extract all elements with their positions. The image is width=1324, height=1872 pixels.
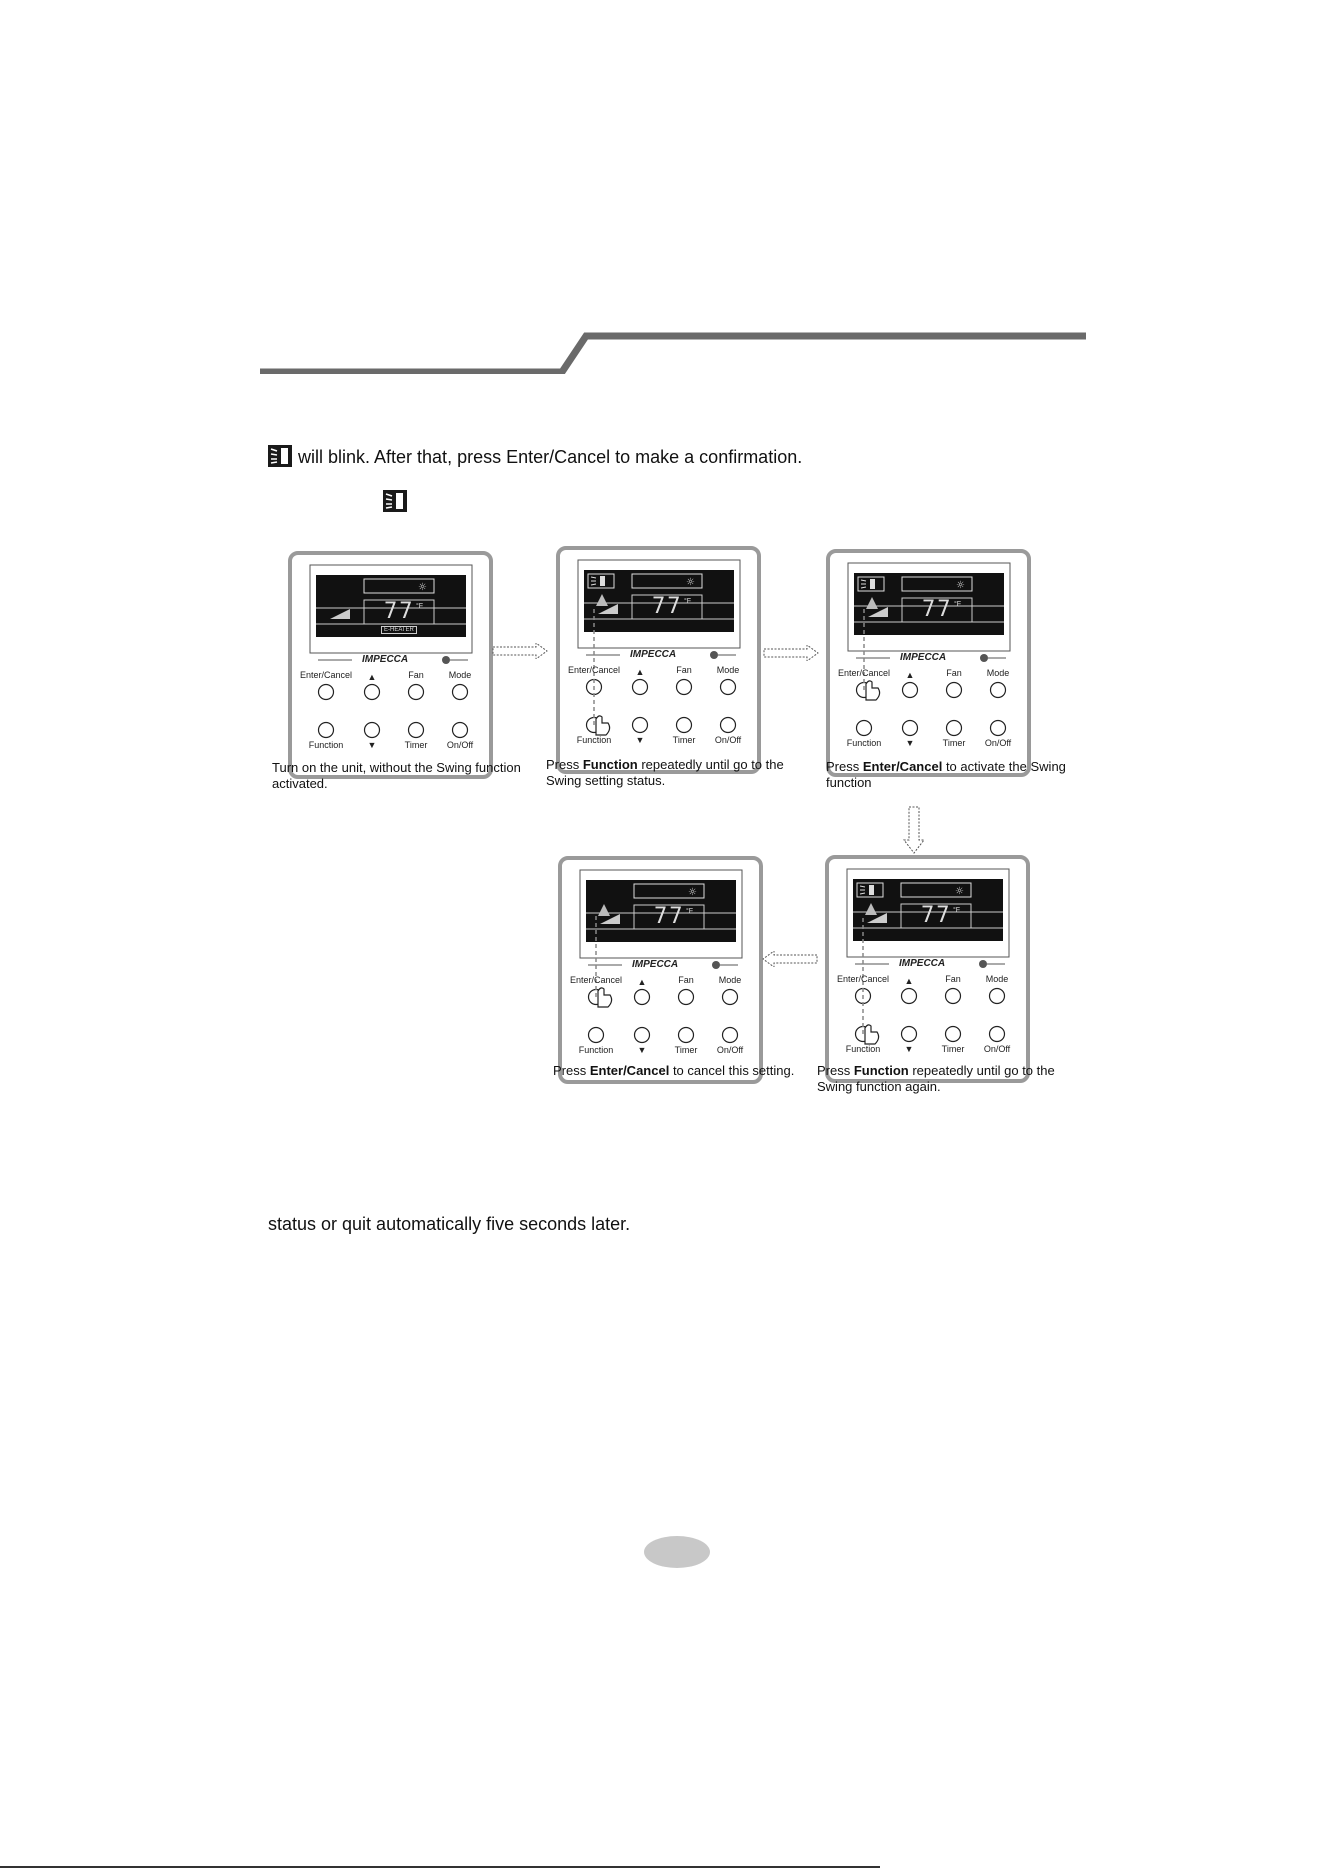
timer-button[interactable]: Timer [942,738,966,748]
mode-button[interactable]: Mode [718,975,742,985]
fan-button[interactable]: Fan [408,670,424,680]
timer-button[interactable]: Timer [674,1045,698,1055]
up-button[interactable]: ▲ [635,667,645,677]
fan-button[interactable]: Fan [678,975,694,985]
temperature-readout: 77 [922,597,953,622]
footer-rule [0,1866,880,1868]
arrow-right [492,643,548,659]
step-caption: Press Enter/Cancel to activate the Swing function [826,759,1066,790]
function-button[interactable]: Function [576,735,612,745]
enter-cancel-button[interactable]: Enter/Cancel [837,668,891,678]
temperature-readout: 77 [384,599,415,624]
up-button[interactable]: ▲ [904,976,914,986]
intro-line [268,445,802,468]
down-button[interactable]: ▼ [637,1045,647,1055]
function-button[interactable]: Function [578,1045,614,1055]
down-button[interactable]: ▼ [905,738,915,748]
brand-logo: IMPECCA [632,959,679,970]
swing-icon [268,445,292,467]
svg-text:☼: ☼ [688,887,697,898]
brand-logo: IMPECCA [630,649,677,660]
brand-logo: IMPECCA [362,654,409,665]
temperature-unit: °F [416,603,424,610]
temperature-unit: °F [953,907,961,914]
enter-cancel-button[interactable]: Enter/Cancel [567,665,621,675]
up-button[interactable]: ▲ [367,672,377,682]
enter-cancel-button[interactable]: Enter/Cancel [299,670,353,680]
temperature-unit: °F [686,908,694,915]
down-button[interactable]: ▼ [635,735,645,745]
brand-logo: IMPECCA [899,958,946,969]
arrow-left [762,951,818,967]
controller-panel [558,856,763,1084]
temperature-unit: °F [684,598,692,605]
down-button[interactable]: ▼ [904,1044,914,1054]
svg-text:☼: ☼ [955,886,964,897]
step-caption: Press Function repeatedly until go to the Swing function again. [817,1063,1055,1094]
outro-text: status or quit automatically five seconds later. [268,1214,631,1234]
fan-button[interactable]: Fan [946,668,962,678]
step-caption: Turn on the unit, without the Swing function activated. [272,760,521,791]
svg-text:☼: ☼ [956,580,965,591]
temperature-readout: 77 [652,594,683,619]
function-button[interactable]: Function [846,738,882,748]
fan-button[interactable]: Fan [676,665,692,675]
mode-button[interactable]: Mode [986,668,1010,678]
temperature-unit: °F [954,601,962,608]
controller-panel [825,855,1030,1083]
up-button[interactable]: ▲ [637,977,647,987]
heater-label: E-HEATER [381,626,417,634]
brand-logo: IMPECCA [900,652,947,663]
enter-cancel-button[interactable]: Enter/Cancel [569,975,623,985]
on-off-button[interactable]: On/Off [714,735,742,745]
step-caption: Press Enter/Cancel to cancel this setting. [553,1063,795,1078]
svg-text:☼: ☼ [686,577,695,588]
timer-button[interactable]: Timer [941,1044,965,1054]
controller-panel [826,549,1031,777]
header-rule [260,330,1086,374]
on-off-button[interactable]: On/Off [984,738,1012,748]
fan-button[interactable]: Fan [945,974,961,984]
timer-button[interactable]: Timer [672,735,696,745]
on-off-button[interactable]: On/Off [716,1045,744,1055]
step-caption: Press Function repeatedly until go to the Swing setting status. [546,757,784,788]
on-off-button[interactable]: On/Off [446,740,474,750]
swing-icon [383,490,407,517]
mode-button[interactable]: Mode [448,670,472,680]
function-button[interactable]: Function [308,740,344,750]
controller-panel [556,546,761,774]
temperature-readout: 77 [654,904,685,929]
arrow-down [903,806,925,854]
temperature-readout: 77 [921,903,952,928]
down-button[interactable]: ▼ [367,740,377,750]
on-off-button[interactable]: On/Off [983,1044,1011,1054]
intro-text: will blink. After that, press Enter/Cancel to make a confirmation. [298,447,803,467]
mode-button[interactable]: Mode [716,665,740,675]
arrow-right [763,645,819,661]
controller-panel [288,551,493,779]
svg-text:☼: ☼ [418,582,427,593]
enter-cancel-button[interactable]: Enter/Cancel [836,974,890,984]
mode-button[interactable]: Mode [985,974,1009,984]
page-number-badge [644,1536,710,1568]
up-button[interactable]: ▲ [905,670,915,680]
function-button[interactable]: Function [845,1044,881,1054]
timer-button[interactable]: Timer [404,740,428,750]
